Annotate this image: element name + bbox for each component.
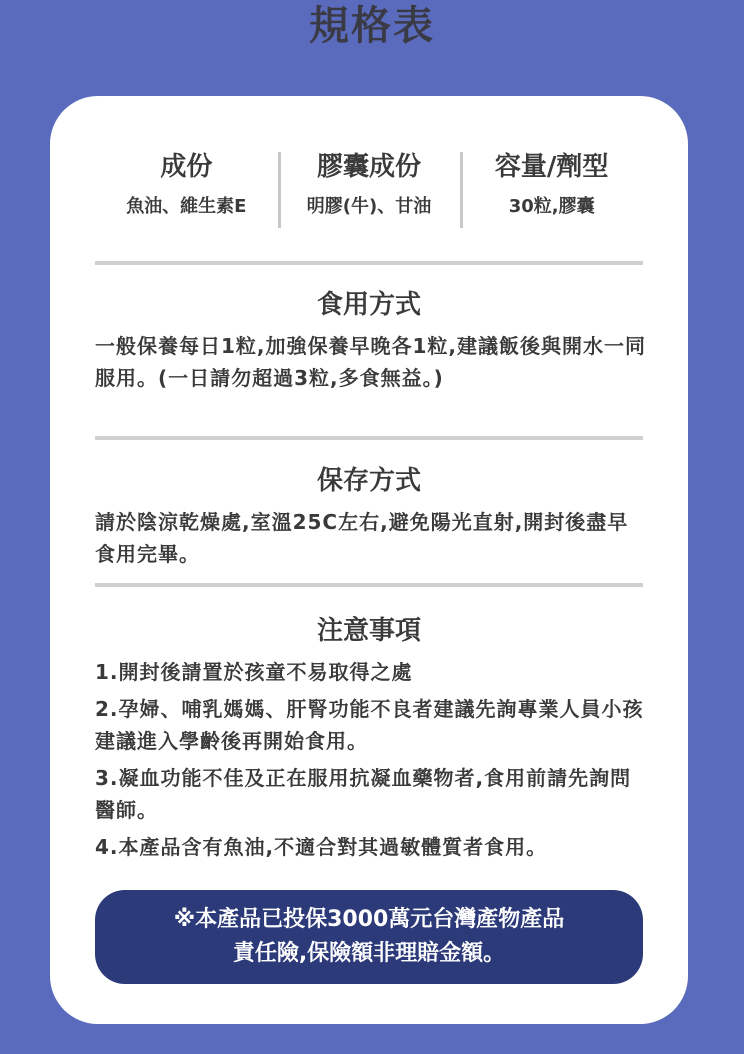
- spec-value: 30粒,膠囊: [508, 196, 595, 217]
- notes-heading: 注意事項: [316, 616, 421, 646]
- spec-heading: 膠囊成份: [317, 152, 422, 182]
- spec-value: 明膠(牛)、甘油: [306, 196, 432, 217]
- spec-capsule: [278, 148, 461, 228]
- list-item: 3.凝血功能不佳及正在服用抗凝血藥物者,食用前請先詢問醫師。: [95, 766, 632, 822]
- usage-heading: 食用方式: [316, 290, 421, 320]
- spec-value: 魚油、維生素E: [126, 196, 247, 217]
- spec-heading: 成份: [160, 152, 213, 182]
- insurance-banner: [95, 890, 643, 984]
- list-item: 1.開封後請置於孩童不易取得之處: [95, 660, 413, 684]
- usage-text: 一般保養每日1粒,加強保養早晚各1粒,建議飯後與開水一同服用。(一日請勿超過3粒,多食無益。): [95, 334, 647, 390]
- notes-list: [95, 656, 647, 868]
- spec-summary: [95, 148, 643, 228]
- page-title: 規格表: [309, 3, 435, 49]
- divider: [95, 261, 643, 265]
- list-item: 2.孕婦、哺乳媽媽、肝腎功能不良者建議先詢專業人員小孩建議進入學齡後再開始食用。: [95, 697, 644, 753]
- spec-card: [50, 96, 688, 1024]
- spec-ingredients: [95, 148, 278, 228]
- spec-capacity: [460, 148, 643, 228]
- banner-line: ※本產品已投保3000萬元台灣產物產品: [173, 907, 565, 932]
- storage-heading: 保存方式: [316, 466, 421, 496]
- spec-heading: 容量/劑型: [494, 152, 609, 182]
- divider: [95, 436, 643, 440]
- divider: [95, 583, 643, 587]
- banner-line: 責任險,保險額非理賠金額。: [232, 941, 506, 966]
- storage-text: 請於陰涼乾燥處,室溫25C左右,避免陽光直射,開封後盡早食用完畢。: [95, 510, 629, 566]
- list-item: 4.本產品含有魚油,不適合對其過敏體質者食用。: [95, 835, 548, 859]
